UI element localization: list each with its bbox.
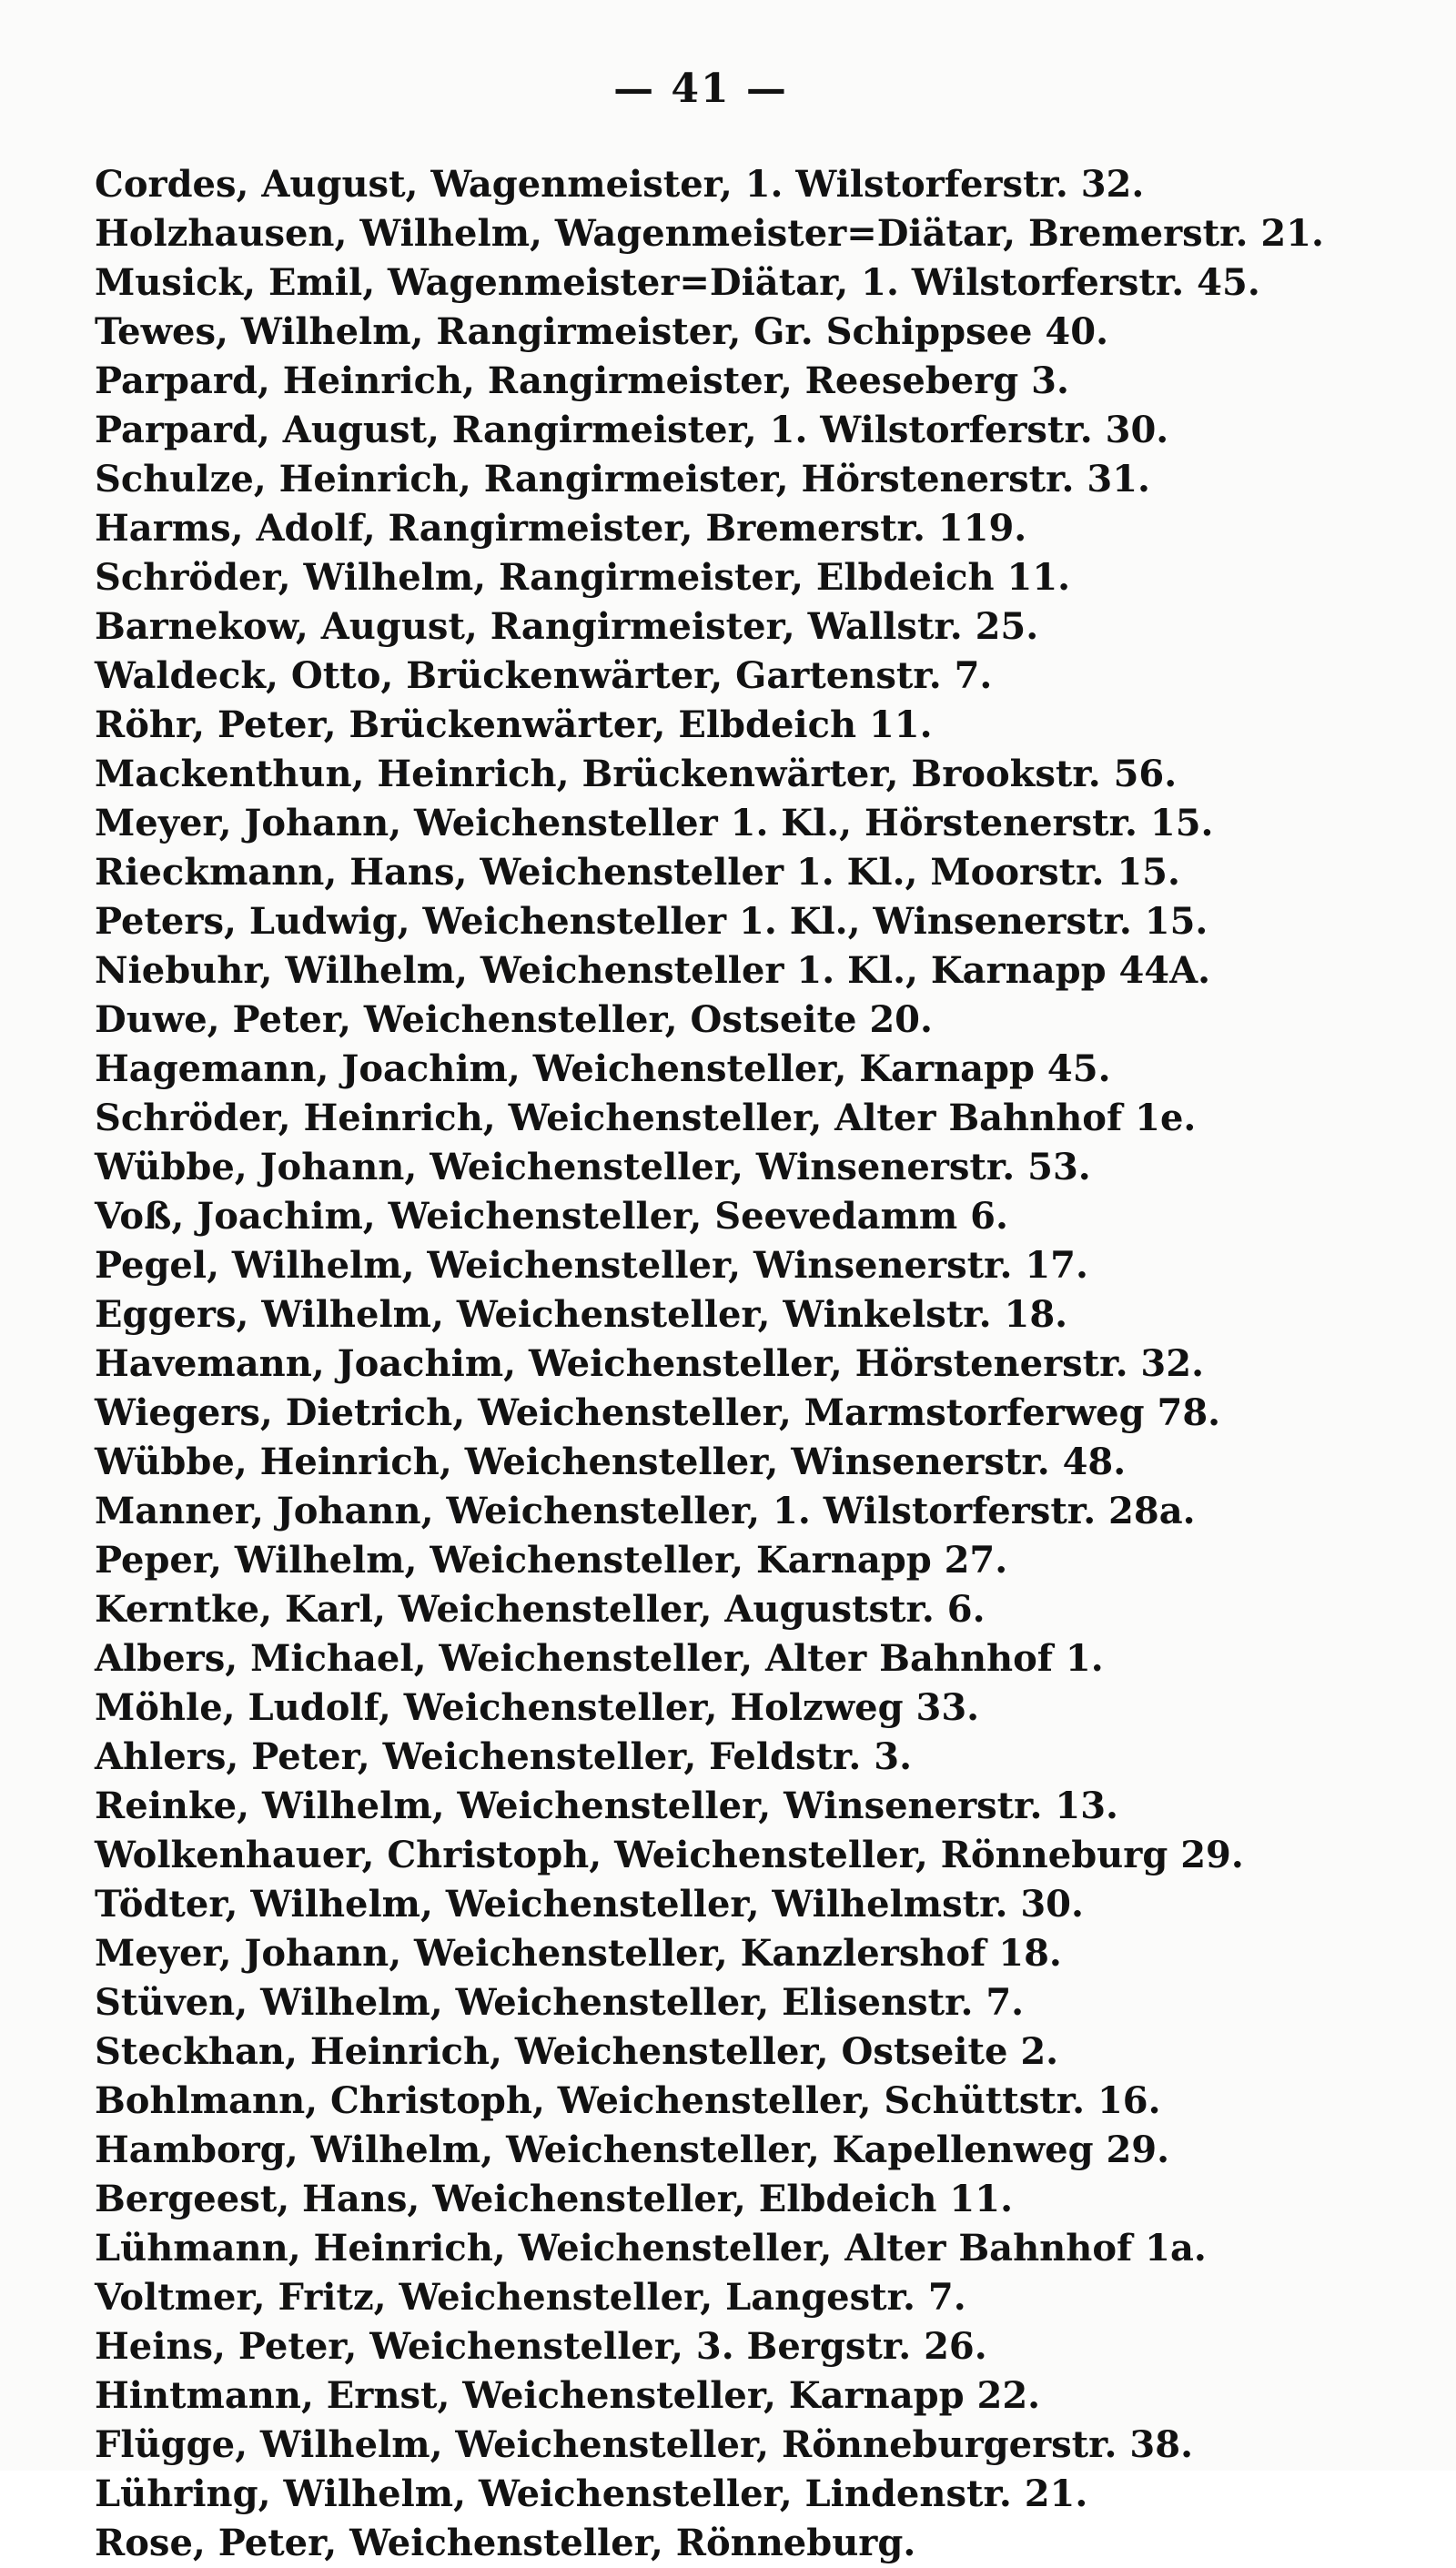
directory-entry: Heins, Peter, Weichensteller, 3. Bergstr. 26. (95, 2325, 987, 2368)
directory-entry: Musick, Emil, Wagenmeister=Diätar, 1. Wilstorferstr. 45. (95, 261, 1260, 304)
directory-entry: Stüven, Wilhelm, Weichensteller, Elisenstr. 7. (95, 1981, 1025, 2024)
directory-entry: Flügge, Wilhelm, Weichensteller, Rönneburgerstr. 38. (95, 2423, 1193, 2466)
directory-entry: Hagemann, Joachim, Weichensteller, Karnapp 45. (95, 1047, 1111, 1090)
directory-entry: Ahlers, Peter, Weichensteller, Feldstr. 3. (95, 1735, 913, 1778)
directory-entry: Möhle, Ludolf, Weichensteller, Holzweg 33. (95, 1686, 980, 1729)
directory-entry: Wübbe, Heinrich, Weichensteller, Winsenerstr. 48. (95, 1441, 1127, 1483)
directory-entry: Schröder, Wilhelm, Rangirmeister, Elbdeich 11. (95, 556, 1071, 599)
directory-entry: Duwe, Peter, Weichensteller, Ostseite 20. (95, 998, 933, 1041)
directory-entry: Bohlmann, Christoph, Weichensteller, Schüttstr. 16. (95, 2079, 1161, 2122)
directory-entry: Bergeest, Hans, Weichensteller, Elbdeich 11. (95, 2178, 1014, 2220)
directory-entry: Hintmann, Ernst, Weichensteller, Karnapp 22. (95, 2374, 1041, 2417)
directory-entry: Parpard, Heinrich, Rangirmeister, Reeseberg 3. (95, 359, 1069, 402)
directory-entry: Rose, Peter, Weichensteller, Rönneburg. (95, 2522, 916, 2564)
directory-entry: Niebuhr, Wilhelm, Weichensteller 1. Kl., Karnapp 44A. (95, 949, 1211, 992)
directory-entry: Wübbe, Johann, Weichensteller, Winsenerstr. 53. (95, 1146, 1091, 1188)
directory-entry: Voß, Joachim, Weichensteller, Seevedamm 6. (95, 1195, 1008, 1238)
page-number: — 41 — (613, 66, 788, 112)
directory-entry: Albers, Michael, Weichensteller, Alter Bahnhof 1. (95, 1637, 1104, 1680)
directory-entry: Havemann, Joachim, Weichensteller, Hörstenerstr. 32. (95, 1342, 1205, 1385)
directory-entry: Tewes, Wilhelm, Rangirmeister, Gr. Schippsee 40. (95, 310, 1109, 353)
directory-entry: Tödter, Wilhelm, Weichensteller, Wilhelmstr. 30. (95, 1883, 1084, 1926)
directory-entry: Wolkenhauer, Christoph, Weichensteller, Rönneburg 29. (95, 1834, 1244, 1876)
directory-entry: Steckhan, Heinrich, Weichensteller, Ostseite 2. (95, 2030, 1059, 2073)
directory-entry: Harms, Adolf, Rangirmeister, Bremerstr. 119. (95, 507, 1027, 550)
directory-entry: Meyer, Johann, Weichensteller 1. Kl., Hörstenerstr. 15. (95, 802, 1214, 844)
directory-entry: Meyer, Johann, Weichensteller, Kanzlershof 18. (95, 1932, 1062, 1975)
directory-entry: Hamborg, Wilhelm, Weichensteller, Kapellenweg 29. (95, 2128, 1170, 2171)
directory-entry: Kerntke, Karl, Weichensteller, Auguststr. 6. (95, 1588, 986, 1631)
directory-entry: Peters, Ludwig, Weichensteller 1. Kl., Winsenerstr. 15. (95, 900, 1208, 943)
directory-list (95, 160, 1324, 2568)
directory-entry: Reinke, Wilhelm, Weichensteller, Winsenerstr. 13. (95, 1784, 1118, 1827)
directory-entry: Eggers, Wilhelm, Weichensteller, Winkelstr. 18. (95, 1293, 1068, 1336)
directory-entry: Pegel, Wilhelm, Weichensteller, Winsenerstr. 17. (95, 1244, 1088, 1287)
directory-entry: Röhr, Peter, Brückenwärter, Elbdeich 11. (95, 703, 933, 746)
directory-entry: Manner, Johann, Weichensteller, 1. Wilstorferstr. 28a. (95, 1490, 1196, 1532)
directory-entry: Lühring, Wilhelm, Weichensteller, Lindenstr. 21. (95, 2472, 1088, 2515)
directory-entry: Schulze, Heinrich, Rangirmeister, Hörstenerstr. 31. (95, 458, 1150, 500)
directory-entry: Peper, Wilhelm, Weichensteller, Karnapp 27. (95, 1539, 1008, 1582)
directory-entry: Rieckmann, Hans, Weichensteller 1. Kl., Moorstr. 15. (95, 851, 1180, 894)
directory-entry: Cordes, August, Wagenmeister, 1. Wilstorferstr. 32. (95, 163, 1145, 206)
directory-entry: Schröder, Heinrich, Weichensteller, Alter Bahnhof 1e. (95, 1097, 1197, 1139)
directory-entry: Voltmer, Fritz, Weichensteller, Langestr. 7. (95, 2276, 966, 2319)
directory-entry: Holzhausen, Wilhelm, Wagenmeister=Diätar, Bremerstr. 21. (95, 212, 1324, 255)
directory-entry: Waldeck, Otto, Brückenwärter, Gartenstr. 7. (95, 654, 993, 697)
directory-entry: Wiegers, Dietrich, Weichensteller, Marmstorferweg 78. (95, 1391, 1221, 1434)
directory-entry: Barnekow, August, Rangirmeister, Wallstr. 25. (95, 605, 1039, 648)
directory-entry: Parpard, August, Rangirmeister, 1. Wilstorferstr. 30. (95, 409, 1169, 451)
directory-entry: Lühmann, Heinrich, Weichensteller, Alter Bahnhof 1a. (95, 2227, 1207, 2270)
directory-entry: Mackenthun, Heinrich, Brückenwärter, Brookstr. 56. (95, 753, 1178, 795)
